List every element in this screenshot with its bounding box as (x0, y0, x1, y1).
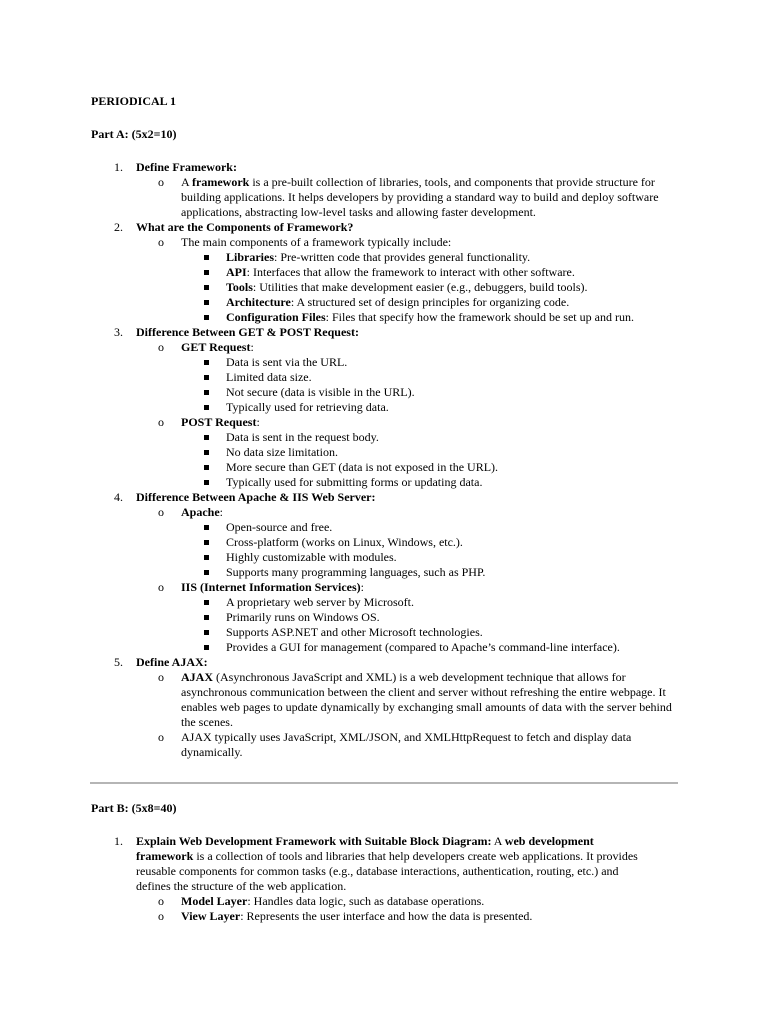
item-text: Data is sent via the URL. (226, 355, 348, 369)
answer-item (158, 235, 677, 325)
item-desc: : Handles data logic, such as database operations. (247, 894, 485, 908)
question-b1 (0, 834, 646, 924)
answer-item (158, 730, 677, 760)
answer-item-apache (158, 505, 677, 580)
item-desc: : Interfaces that allow the framework to interact with other software. (246, 265, 575, 279)
item-text: Cross-platform (works on Linux, Windows, etc.). (226, 535, 463, 549)
item-text: Limited data size. (226, 370, 312, 384)
part-a-heading: Part A: (5x2=10) (91, 127, 177, 141)
square-bullet-icon (204, 615, 209, 620)
question-number: 1. (114, 834, 123, 848)
square-bullet-icon (204, 300, 209, 305)
list-item (226, 430, 677, 445)
list-item (226, 565, 677, 580)
item-term: Libraries (226, 250, 274, 264)
iis-list (181, 595, 677, 655)
answer-text: A (491, 834, 505, 848)
list-item (226, 250, 677, 265)
circle-bullet-icon: o (158, 580, 164, 594)
square-bullet-icon (204, 450, 209, 455)
square-bullet-icon (204, 480, 209, 485)
list-item (226, 385, 677, 400)
answer-item (158, 175, 677, 220)
item-text: Supports many programming languages, such as PHP. (226, 565, 486, 579)
page-title: PERIODICAL 1 (91, 94, 177, 108)
list-item (226, 595, 677, 610)
list-item (226, 610, 677, 625)
question-number: 3. (114, 325, 123, 339)
square-bullet-icon (204, 435, 209, 440)
answer-list (136, 505, 768, 655)
question-3 (0, 325, 768, 490)
item-desc: : Pre-written code that provides general functionality. (274, 250, 531, 264)
item-term: Configuration Files (226, 310, 326, 324)
list-item (226, 535, 677, 550)
part-b-questions (0, 834, 768, 924)
square-bullet-icon (204, 555, 209, 560)
question-title: Difference Between Apache & IIS Web Server: (136, 490, 376, 504)
circle-bullet-icon: o (158, 505, 164, 519)
answer-list (136, 235, 768, 325)
term-framework: framework (192, 175, 250, 189)
list-item (158, 909, 677, 924)
item-desc: : Files that specify how the framework should be set up and run. (325, 310, 634, 324)
square-bullet-icon (204, 630, 209, 635)
square-bullet-icon (204, 270, 209, 275)
apache-list (181, 520, 677, 580)
answer-text: The main components of a framework typically include: (181, 235, 452, 249)
square-bullet-icon (204, 405, 209, 410)
item-term: GET Request (181, 340, 251, 354)
square-bullet-icon (204, 255, 209, 260)
item-text: Typically used for retrieving data. (226, 400, 389, 414)
question-title: Define Framework: (136, 160, 237, 174)
question-number: 5. (114, 655, 123, 669)
list-item (226, 355, 677, 370)
layers-list (136, 894, 646, 924)
question-title: Difference Between GET & POST Request: (136, 325, 359, 339)
answer-item-iis (158, 580, 677, 655)
square-bullet-icon (204, 285, 209, 290)
list-item (226, 520, 677, 535)
circle-bullet-icon: o (158, 670, 164, 684)
square-bullet-icon (204, 375, 209, 380)
item-desc: : Represents the user interface and how the data is presented. (240, 909, 533, 923)
answer-list (136, 175, 768, 220)
list-item (226, 550, 677, 565)
term-ajax: AJAX (181, 670, 213, 684)
item-text: Open-source and free. (226, 520, 333, 534)
item-text: Data is sent in the request body. (226, 430, 379, 444)
list-item (226, 625, 677, 640)
item-text: Typically used for submitting forms or updating data. (226, 475, 483, 489)
circle-bullet-icon: o (158, 340, 164, 354)
question-number: 4. (114, 490, 123, 504)
item-text: A proprietary web server by Microsoft. (226, 595, 414, 609)
get-list (181, 355, 677, 415)
item-text: Not secure (data is visible in the URL). (226, 385, 415, 399)
item-term: Architecture (226, 295, 291, 309)
item-term: Tools (226, 280, 253, 294)
question-4 (0, 490, 768, 655)
list-item (226, 310, 677, 325)
circle-bullet-icon: o (158, 415, 164, 429)
question-title: What are the Components of Framework? (136, 220, 354, 234)
question-number: 2. (114, 220, 123, 234)
answer-item-get (158, 340, 677, 415)
item-text: More secure than GET (data is not exposed in the URL). (226, 460, 499, 474)
colon: : (360, 580, 364, 594)
colon: : (250, 340, 254, 354)
colon: : (219, 505, 224, 519)
answer-text: (Asynchronous JavaScript and XML) is a web development technique that allows for asynchronous communication between the client and server without refreshing the entire webpage. It enables web pages to update dynamically by exchanging small amounts of data with the server behind the scenes. (181, 670, 672, 729)
answer-text: AJAX typically uses JavaScript, XML/JSON, and XMLHttpRequest to fetch and display data dynamically. (181, 730, 632, 759)
question-1 (0, 160, 768, 220)
question-paragraph (136, 834, 646, 894)
part-b-heading: Part B: (5x8=40) (91, 801, 177, 815)
item-term: View Layer (181, 909, 241, 923)
item-text: Primarily runs on Windows OS. (226, 610, 380, 624)
components-list (181, 250, 677, 325)
square-bullet-icon (204, 540, 209, 545)
item-desc: : A structured set of design principles for organizing code. (290, 295, 570, 309)
question-number: 1. (114, 160, 123, 174)
square-bullet-icon (204, 600, 209, 605)
part-a-questions (0, 160, 768, 760)
answer-text: is a collection of tools and libraries that help developers create web applications. It provides reusable components for common tasks (e.g., database interactions, authentication, routing, etc.) and defines the structure of the web application. (136, 849, 638, 893)
item-term: Model Layer (181, 894, 248, 908)
section-divider (90, 782, 678, 784)
square-bullet-icon (204, 570, 209, 575)
list-item (226, 280, 677, 295)
answer-item (158, 670, 677, 730)
list-item (226, 370, 677, 385)
item-desc: : Utilities that make development easier (e.g., debuggers, build tools). (252, 280, 588, 294)
item-text: Supports ASP.NET and other Microsoft technologies. (226, 625, 483, 639)
answer-list (136, 340, 768, 490)
list-item (226, 640, 677, 655)
question-2 (0, 220, 768, 325)
list-item (158, 894, 677, 909)
list-item (226, 265, 677, 280)
square-bullet-icon (204, 315, 209, 320)
square-bullet-icon (204, 525, 209, 530)
list-item (226, 445, 677, 460)
answer-text: is a pre-built collection of libraries, tools, and components that provide structure for building applications. It helps developers by providing a standard way to build and deploy software applications, abstracting low-level tasks and allowing faster development. (181, 175, 659, 219)
item-text: Provides a GUI for management (compared to Apache’s command-line interface). (226, 640, 620, 654)
square-bullet-icon (204, 465, 209, 470)
square-bullet-icon (204, 360, 209, 365)
list-item (226, 400, 677, 415)
question-title: Define AJAX: (136, 655, 208, 669)
answer-text: A (181, 175, 193, 189)
item-term: Apache (181, 505, 220, 519)
list-item (226, 460, 677, 475)
circle-bullet-icon: o (158, 909, 164, 923)
list-item (226, 475, 677, 490)
term-web-dev-framework: web development framework (136, 834, 594, 863)
item-text: Highly customizable with modules. (226, 550, 397, 564)
question-5 (0, 655, 768, 760)
square-bullet-icon (204, 390, 209, 395)
answer-list (136, 670, 768, 760)
colon: : (256, 415, 260, 429)
list-item (226, 295, 677, 310)
circle-bullet-icon: o (158, 175, 164, 189)
item-term: API (226, 265, 247, 279)
square-bullet-icon (204, 645, 209, 650)
circle-bullet-icon: o (158, 730, 164, 744)
post-list (181, 430, 677, 490)
circle-bullet-icon: o (158, 235, 164, 249)
item-term: IIS (Internet Information Services) (181, 580, 361, 594)
item-text: No data size limitation. (226, 445, 338, 459)
answer-item-post (158, 415, 677, 490)
item-term: POST Request (181, 415, 257, 429)
question-title: Explain Web Development Framework with Suitable Block Diagram: (136, 834, 492, 848)
circle-bullet-icon: o (158, 894, 164, 908)
